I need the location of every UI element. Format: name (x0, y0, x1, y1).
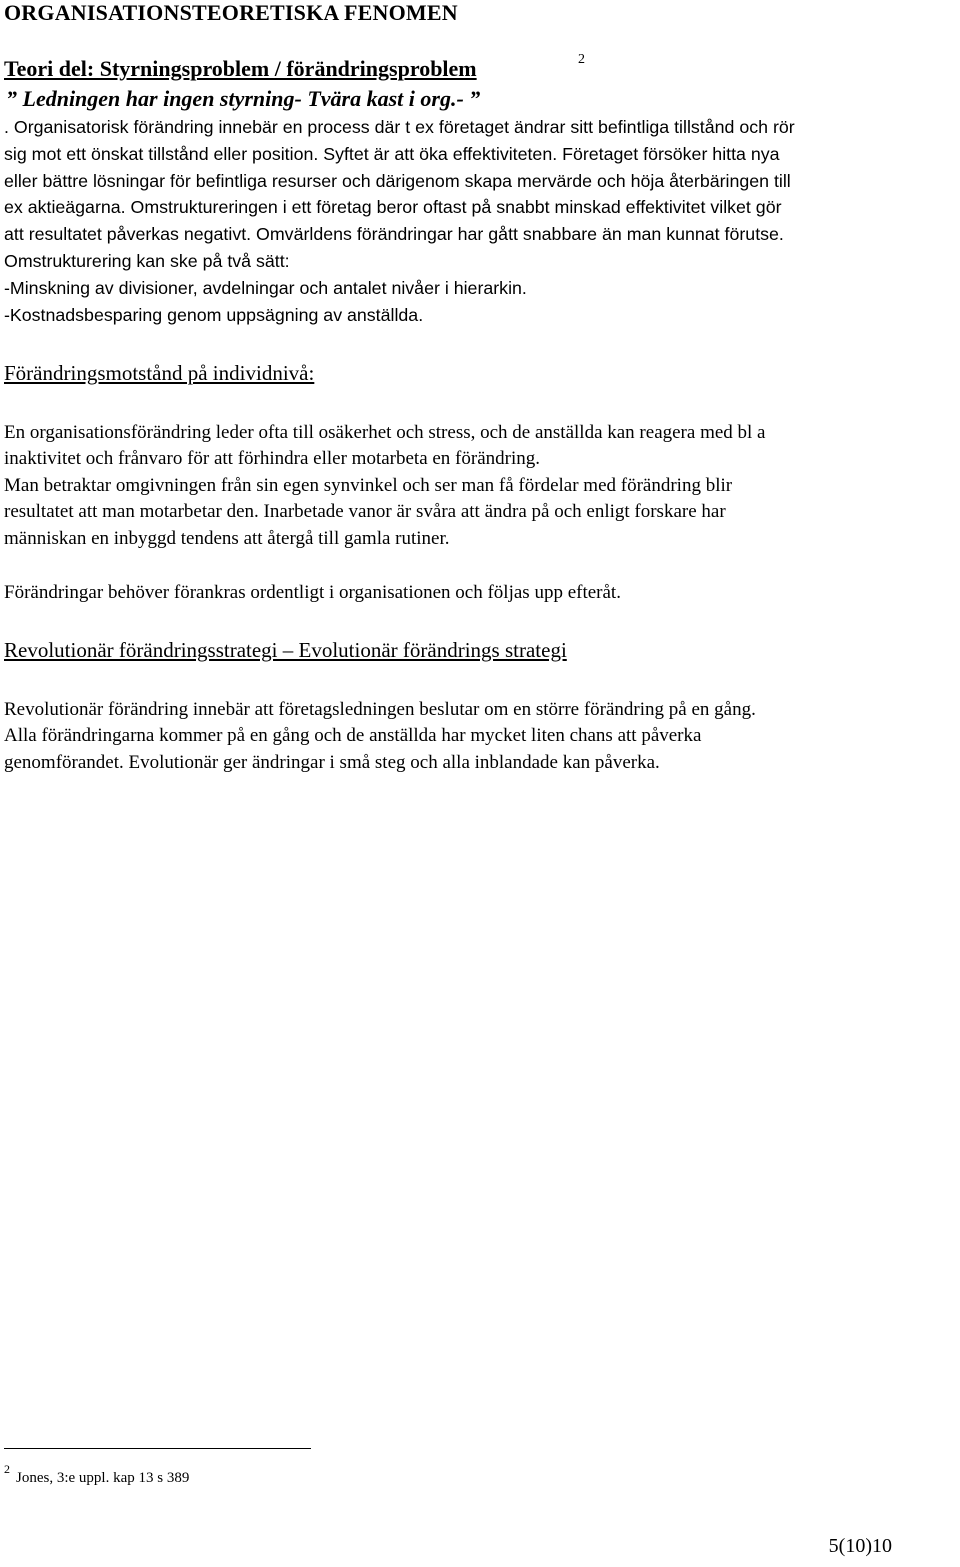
footnote-reference: 2 (578, 52, 585, 67)
text-line: -Minskning av divisioner, avdelningar och antalet nivåer i hierarkin. (4, 277, 527, 298)
section-subtitle: ” Ledningen har ingen styrning- Tvära kast i org.- ” (6, 86, 481, 111)
text-line: En organisationsförändring leder ofta till osäkerhet och stress, och de anställda kan reagera med bl a (4, 422, 766, 443)
footnote-text: Jones, 3:e uppl. kap 13 s 389 (16, 1470, 190, 1486)
text-line: resultatet att man motarbetar den. Inarbetade vanor är svåra att ändra på och enligt forskare har (4, 501, 726, 523)
text-line: Revolutionär förändring innebär att företagsledningen beslutar om en större förändring på en gång. (4, 699, 756, 720)
heading-strategy: Revolutionär förändringsstrategi – Evolutionär förändrings strategi (4, 638, 567, 662)
text-line: Förändringar behöver förankras ordentligt i organisationen och följas upp efteråt. (4, 582, 621, 603)
resistance-paragraph (4, 420, 959, 552)
text-line: människan en inbyggd tendens att återgå till gamla rutiner. (4, 527, 450, 549)
text-line: eller bättre lösningar för befintliga resurser och därigenom skapa mervärde och höja återbäringen till (4, 170, 791, 191)
text-line: . Organisatorisk förändring innebär en process där t ex företaget ändrar sitt befintliga tillstånd och rör (4, 117, 795, 137)
text-line: ex aktieägarna. Omstruktureringen i ett företag beror oftast på snabbt minskad effektivitet vilket gör (4, 197, 782, 218)
text-line: -Kostnadsbesparing genom uppsägning av anställda. (4, 304, 424, 325)
text-line: genomförandet. Evolutionär ger ändringar i små steg och alla inblandade kan påverka. (4, 751, 660, 773)
anchoring-paragraph (4, 580, 959, 606)
text-line: Man betraktar omgivningen från sin egen synvinkel och ser man få fördelar med förändring blir (4, 474, 733, 496)
strategy-paragraph (4, 697, 959, 776)
footnote-marker: 2 (4, 1462, 10, 1476)
page-number: 5(10)10 (828, 1535, 892, 1557)
footnote-separator (4, 1448, 311, 1449)
document-title: ORGANISATIONSTEORETISKA FENOMEN (4, 0, 458, 25)
section-title: Teori del: Styrningsproblem / förändringsproblem (4, 56, 477, 81)
text-line: sig mot ett önskat tillstånd eller position. Syftet är att öka effektiviteten. Företaget försöker hitta nya (4, 143, 780, 164)
text-line: Omstrukturering kan ske på två sätt: (4, 250, 290, 271)
text-line: att resultatet påverkas negativt. Omvärldens förändringar har gått snabbare än man kunnat förutse. (4, 224, 784, 245)
heading-resistance: Förändringsmotstånd på individnivå: (4, 361, 315, 385)
text-line: Alla förändringarna kommer på en gång och de anställda har mycket liten chans att påverka (4, 725, 702, 747)
intro-paragraph (4, 114, 959, 328)
text-line: inaktivitet och frånvaro för att förhindra eller motarbeta en förändring. (4, 448, 540, 470)
